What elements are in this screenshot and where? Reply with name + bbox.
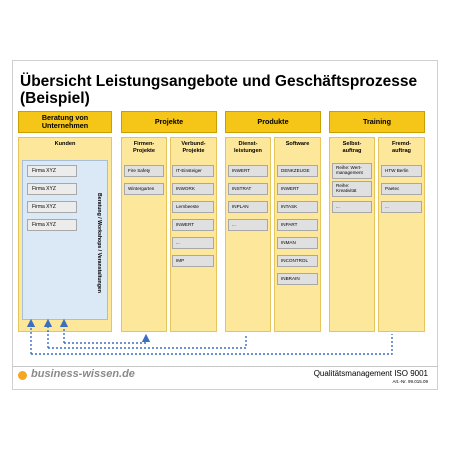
- firm-item: Firma XYZ: [27, 219, 77, 231]
- list-item: INWERT: [228, 165, 268, 177]
- firm-item: Firma XYZ: [27, 165, 77, 177]
- vertical-label: Beratung / Workshops / Veranstaltungen: [96, 193, 102, 293]
- list-item: ...: [381, 201, 422, 213]
- page-title: Übersicht Leistungsangebote und Geschäftsprozesse (Beispiel): [20, 73, 418, 107]
- arrow-line: [64, 338, 146, 343]
- footer-divider: [12, 366, 438, 367]
- column-label-software: Software: [285, 141, 310, 147]
- list-item: ...: [228, 219, 268, 231]
- list-item: INCONTROL: [277, 255, 318, 267]
- arrow-line: [48, 334, 246, 348]
- logo: business-wissen.de: [31, 368, 135, 380]
- list-item: INPART: [277, 219, 318, 231]
- list-item: IMP: [172, 255, 214, 267]
- list-item: Paetec: [381, 183, 422, 195]
- qm-label: Qualitätsmanagement ISO 9001: [313, 369, 428, 378]
- header-training: Training: [329, 111, 425, 133]
- arrow-line: [31, 334, 392, 354]
- column-label-verbund: Verbund- Projekte: [181, 141, 206, 154]
- list-item: INMAN: [277, 237, 318, 249]
- list-item: Wintergarten: [124, 183, 164, 195]
- list-item: DENKZEUGE: [277, 165, 318, 177]
- list-item: INSTRAT: [228, 183, 268, 195]
- list-item: INWERT: [277, 183, 318, 195]
- list-item: HTW Berlin: [381, 165, 422, 177]
- list-item: INBRAIN: [277, 273, 318, 285]
- header-produkte: Produkte: [225, 111, 321, 133]
- column-label-firmen: Firmen- Projekte: [132, 141, 156, 154]
- list-item: INPLAN: [228, 201, 268, 213]
- column-label-dienst: Dienst- leistungen: [234, 141, 262, 154]
- firm-item: Firma XYZ: [27, 183, 77, 195]
- header-projekte: Projekte: [121, 111, 217, 133]
- list-item: Reihe: Wert- management: [332, 163, 372, 179]
- column-label-fremd: Fremd- auftrag: [392, 141, 411, 154]
- header-beratung: Beratung von Unternehmen: [18, 111, 112, 133]
- list-item: INTASK: [277, 201, 318, 213]
- list-item: Reihe: Kreativität: [332, 181, 372, 197]
- article-number: Art.-Nr. 99.015.09: [392, 379, 428, 384]
- column-label-selbst: Selbst- auftrag: [342, 141, 362, 154]
- column-label-kunden: Kunden: [54, 141, 76, 147]
- list-item: ...: [332, 201, 372, 213]
- list-item: ...: [172, 237, 214, 249]
- list-item: Fire Safety: [124, 165, 164, 177]
- list-item: INWERT: [172, 219, 214, 231]
- logo-dot-icon: [18, 371, 27, 380]
- list-item: Lernbeeste: [172, 201, 214, 213]
- list-item: INWORK: [172, 183, 214, 195]
- list-item: IT-Einsteiger: [172, 165, 214, 177]
- firm-item: Firma XYZ: [27, 201, 77, 213]
